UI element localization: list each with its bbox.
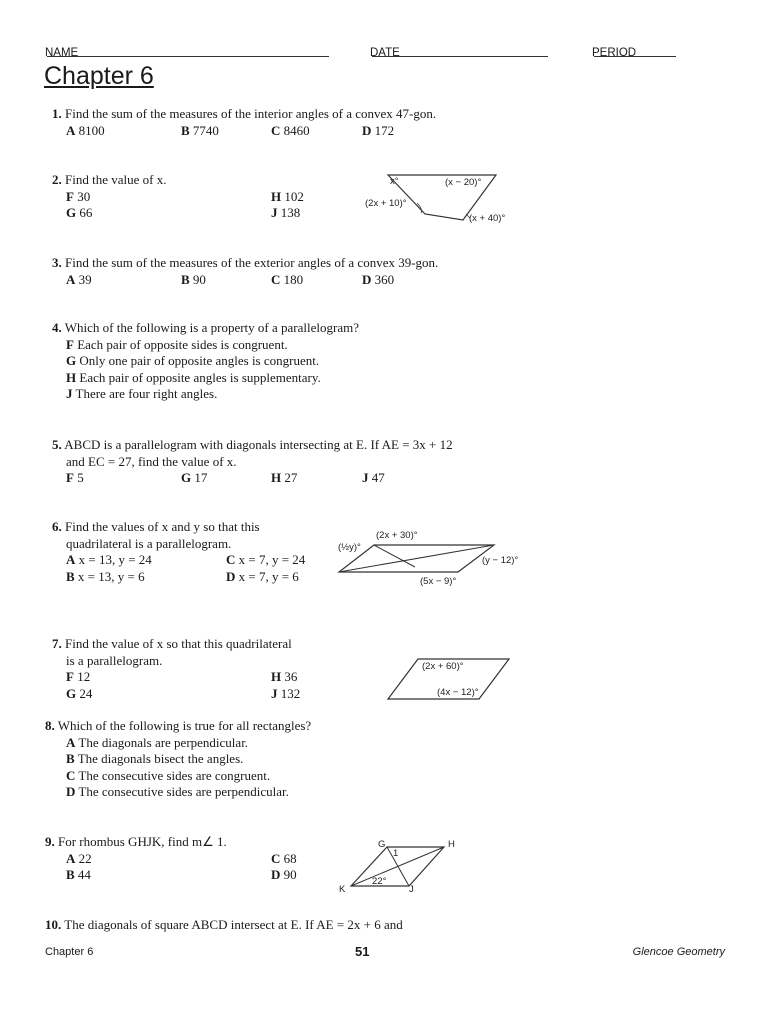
question-number: 10.	[45, 917, 62, 932]
angle-label: (x − 20)°	[445, 177, 482, 188]
period-label: PERIOD	[592, 47, 637, 59]
angle-label: 1	[393, 848, 399, 859]
question-text: Find the sum of the measures of the interior angles of a convex 47-gon.	[65, 106, 437, 121]
question-text: Which of the following is a property of a parallelogram?	[64, 320, 359, 335]
option-b[interactable]: B x = 13, y = 6	[66, 568, 145, 584]
question-8	[45, 718, 445, 801]
option-h[interactable]: H Each pair of opposite angles is supplementary.	[66, 369, 321, 385]
question-number: 4.	[52, 320, 62, 335]
option-f[interactable]: F 5	[66, 470, 84, 485]
option-b[interactable]: B 90	[181, 271, 206, 287]
page-title: Chapter 6	[44, 62, 154, 90]
option-g[interactable]: G 66	[66, 205, 93, 220]
question-number: 6.	[52, 519, 62, 534]
question-text: Find the sum of the measures of the exterior angles of a convex 39-gon.	[65, 255, 439, 270]
option-g[interactable]: G 24	[66, 685, 93, 701]
option-a[interactable]: A 8100	[66, 122, 105, 138]
option-c[interactable]: C The consecutive sides are congruent.	[66, 767, 271, 783]
parallelogram-figure-q7	[385, 656, 515, 702]
question-1	[52, 106, 492, 139]
question-number: 2.	[52, 172, 62, 187]
option-d[interactable]: D The consecutive sides are perpendicular.	[66, 784, 289, 799]
option-c[interactable]: C 8460	[271, 122, 310, 138]
option-d[interactable]: D x = 7, y = 6	[226, 568, 299, 584]
question-number: 3.	[52, 255, 62, 270]
angle-label: (½y)°	[338, 542, 361, 553]
quadrilateral-figure-q2	[362, 168, 522, 232]
question-number: 7.	[52, 636, 62, 651]
question-6	[52, 519, 342, 585]
question-text: ABCD is a parallelogram with diagonals intersecting at E. If AE = 3x + 12	[64, 437, 453, 452]
option-a[interactable]: A The diagonals are perpendicular.	[66, 734, 249, 750]
question-10	[45, 917, 505, 934]
option-g[interactable]: G Only one pair of opposite angles is congruent.	[66, 353, 320, 368]
option-j[interactable]: J 47	[362, 470, 385, 485]
question-text: The diagonals of square ABCD intersect at E. If AE = 2x + 6 and	[64, 917, 403, 932]
angle-label: (2x + 60)°	[422, 661, 464, 672]
option-c[interactable]: C x = 7, y = 24	[226, 552, 306, 567]
angle-label: 22°	[372, 876, 387, 887]
angle-label: (4x − 12)°	[437, 687, 479, 698]
question-2	[52, 172, 352, 222]
question-text: Find the value of x.	[65, 172, 167, 187]
option-a[interactable]: A 22	[66, 850, 92, 866]
option-f[interactable]: F Each pair of opposite sides is congruent.	[66, 336, 288, 352]
angle-label: (y − 12)°	[482, 555, 519, 566]
question-5	[52, 437, 512, 487]
question-number: 5.	[52, 437, 62, 452]
option-b[interactable]: B The diagonals bisect the angles.	[66, 751, 244, 766]
date-label: DATE	[370, 47, 400, 59]
question-text: Which of the following is true for all rectangles?	[57, 718, 312, 733]
option-h[interactable]: H 102	[271, 188, 304, 204]
question-number: 1.	[52, 106, 62, 121]
question-text: For rhombus GHJK, find m∠ 1.	[58, 834, 227, 849]
option-b[interactable]: B 44	[66, 867, 91, 882]
angle-label: (x + 40)°	[469, 213, 506, 224]
vertex-label: K	[339, 884, 346, 895]
question-number: 9.	[45, 834, 55, 849]
vertex-label: G	[378, 839, 386, 850]
question-number: 8.	[45, 718, 55, 733]
footer-chapter: Chapter 6	[45, 946, 94, 958]
option-j[interactable]: J 138	[271, 205, 301, 220]
option-c[interactable]: C 68	[271, 850, 297, 866]
option-d[interactable]: D 172	[362, 122, 395, 138]
option-a[interactable]: A 39	[66, 271, 92, 287]
option-j[interactable]: J 132	[271, 685, 301, 701]
angle-label: (2x + 10)°	[365, 198, 407, 209]
option-b[interactable]: B 7740	[181, 122, 219, 138]
footer-book-title: Glencoe Geometry	[632, 946, 725, 958]
question-text: Find the value of x so that this quadrilateral	[65, 636, 292, 651]
angle-label: x°	[390, 176, 399, 187]
option-f[interactable]: F 12	[66, 669, 91, 684]
question-text: is a parallelogram.	[66, 652, 163, 668]
name-label: NAME	[45, 47, 79, 59]
question-text: quadrilateral is a parallelogram.	[66, 535, 232, 551]
question-9	[45, 834, 345, 884]
option-h[interactable]: H 36	[271, 669, 298, 684]
question-4	[52, 320, 492, 403]
option-j[interactable]: J There are four right angles.	[66, 386, 218, 401]
vertex-label: J	[409, 884, 414, 895]
option-f[interactable]: F 30	[66, 188, 91, 204]
question-7	[52, 636, 352, 702]
page-number: 51	[355, 944, 370, 959]
question-3	[52, 255, 492, 288]
rhombus-figure-q9	[334, 836, 464, 896]
option-d[interactable]: D 90	[271, 867, 297, 882]
option-c[interactable]: C 180	[271, 271, 304, 287]
option-d[interactable]: D 360	[362, 271, 395, 287]
vertex-label: H	[448, 839, 455, 850]
option-h[interactable]: H 27	[271, 470, 298, 485]
angle-label: (5x − 9)°	[420, 576, 457, 587]
question-text: and EC = 27, find the value of x.	[66, 453, 237, 469]
angle-label: (2x + 30)°	[376, 530, 418, 541]
option-a[interactable]: A x = 13, y = 24	[66, 552, 152, 567]
option-g[interactable]: G 17	[181, 470, 208, 485]
question-text: Find the values of x and y so that this	[65, 519, 260, 534]
parallelogram-figure-q6	[334, 526, 524, 588]
